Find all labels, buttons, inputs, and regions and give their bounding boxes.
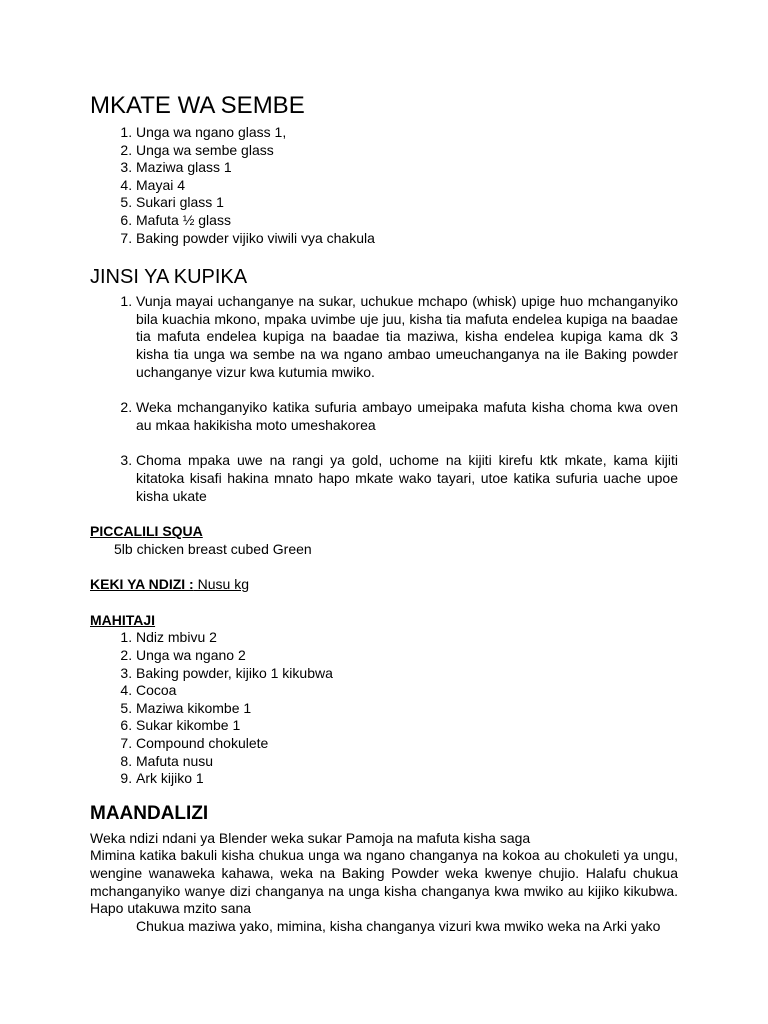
list-item: 4. Cocoa: [136, 682, 678, 700]
list-item: 1. Vunja mayai uchanganye na sukar, uchukue mchapo (whisk) upige huo mchanganyiko bila kuachia mkono, mpaka uvimbe uje juu, kisha tia mafuta endelea kupiga na baadae tia mafuta endelea kupiga na baadae tia maziwa, kisha endelea kupiga kama dk 3 kisha tia unga wa sembe na wa ngano ambao umeuchanganya na ile Baking powder uchanganye vizur kwa kutumia mwiko.: [136, 293, 678, 381]
list-item: 2. Weka mchanganyiko katika sufuria ambayo umeipaka mafuta kisha choma kwa oven au mkaa hakikisha moto umeshakorea: [136, 399, 678, 434]
list-item: 3. Maziwa glass 1: [136, 159, 678, 177]
list-item: 3. Baking powder, kijiko 1 kikubwa: [136, 665, 678, 683]
mahitaji-list: [90, 629, 678, 787]
list-item: 9. Ark kijiko 1: [136, 770, 678, 788]
list-item: 2. Unga wa ngano 2: [136, 647, 678, 665]
list-item: 6. Mafuta ½ glass: [136, 212, 678, 230]
keki-subtitle: Nusu kg: [193, 576, 249, 593]
maandalizi-heading: MAANDALIZI: [90, 802, 209, 824]
maandalizi-last: Chukua maziwa yako, mimina, kisha changanya vizuri kwa mwiko weka na Arki yako: [136, 917, 661, 934]
list-item: 1. Ndiz mbivu 2: [136, 629, 678, 647]
keki-heading: [90, 576, 678, 594]
list-item: 5. Sukari glass 1: [136, 194, 678, 212]
list-item: 8. Mafuta nusu: [136, 753, 678, 771]
keki-title: KEKI YA NDIZI :: [90, 576, 194, 593]
ingredients-list: [90, 124, 678, 247]
list-item: 3. Choma mpaka uwe na rangi ya gold, uchome na kijiti kirefu ktk mkate, kama kijiti kitatoka kisafi hakina mnato hapo mkate wako tayari, utoe katika sufuria uache upoe kisha ukate: [136, 452, 678, 505]
list-item: 7. Baking powder vijiko viwili vya chakula: [136, 230, 678, 248]
list-item: 4. Mayai 4: [136, 177, 678, 195]
method-steps: [90, 293, 678, 505]
document-page: [90, 92, 678, 935]
list-item: 5. Maziwa kikombe 1: [136, 700, 678, 718]
piccalili-line: 5lb chicken breast cubed Green: [114, 540, 312, 557]
method-heading: JINSI YA KUPIKA: [90, 266, 248, 289]
list-item: 2. Unga wa sembe glass: [136, 142, 678, 160]
list-item: 7. Compound chokulete: [136, 735, 678, 753]
maandalizi-line: Weka ndizi ndani ya Blender weka sukar Pamoja na mafuta kisha saga: [90, 829, 531, 846]
mahitaji-heading: MAHITAJI: [90, 611, 156, 628]
maandalizi-paragraph: Mimina katika bakuli kisha chukua unga wa ngano changanya na kokoa au chokuleti ya ungu, wengine wanaweka kahawa, weka na Baking Powder weka kwenye chujio. Halafu chukua mchanganyiko wanye dizi changanya na unga kisha changanya kwa mwiko au kijiko kikubwa. Hapo utakuwa mzito sana: [90, 847, 678, 917]
recipe-title: MKATE WA SEMBE: [90, 92, 305, 119]
piccalili-heading: PICCALILI SQUA: [90, 523, 203, 540]
list-item: 6. Sukar kikombe 1: [136, 717, 678, 735]
list-item: 1. Unga wa ngano glass 1,: [136, 124, 678, 142]
